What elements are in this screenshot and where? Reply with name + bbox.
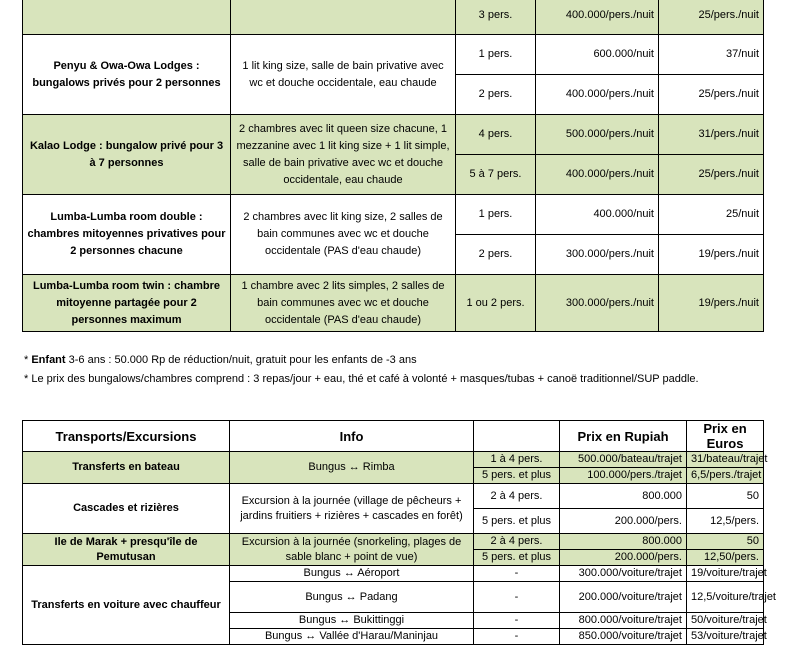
persons-cell: 2 à 4 pers. [474,484,560,509]
price-euro: 25/pers./nuit [659,0,764,35]
accommodation-info: 1 lit king size, salle de bain privative avec wc et douche occidentale, eau chaude [231,35,456,115]
price-euro: 50 [687,484,764,509]
price-rupiah: 400.000/pers./nuit [536,155,659,195]
table-row [23,275,764,332]
accommodation-info [231,0,456,35]
persons-cell: 3 pers. [456,0,536,35]
price-rupiah: 200.000/pers. [560,550,687,566]
persons-cell: 1 pers. [456,195,536,235]
price-rupiah: 850.000/voiture/trajet [560,629,687,645]
price-euro: 12,50/pers. [687,550,764,566]
header-persons [474,421,560,452]
accommodation-info: 2 chambres avec lit queen size chacune, 1 mezzanine avec 1 lit king size + 1 lit simple, salle de bain privative avec wc et douche occidentale, eau chaude [231,115,456,195]
price-rupiah: 100.000/pers./trajet [560,468,687,484]
persons-cell: - [474,613,560,629]
price-euro: 25/pers./nuit [659,75,764,115]
price-euro: 6,5/pers./trajet [687,468,764,484]
price-rupiah: 200.000/pers. [560,509,687,534]
table-row [23,35,764,75]
table-row [23,115,764,155]
persons-cell: 5 pers. et plus [474,468,560,484]
persons-cell: - [474,566,560,582]
price-rupiah: 500.000/pers./nuit [536,115,659,155]
persons-cell: 2 pers. [456,235,536,275]
price-euro: 53/voiture/trajet [687,629,764,645]
table-row [23,195,764,235]
table-row [23,534,764,550]
price-euro: 50 [687,534,764,550]
header-euros: Prix en Euros [687,421,764,452]
price-euro: 19/voiture/trajet [687,566,764,582]
accommodation-table [22,0,764,332]
transport-info: Bungus ↔ Aéroport [230,566,474,582]
accommodation-name: Kalao Lodge : bungalow privé pour 3 à 7 personnes [23,115,231,195]
price-euro: 31/pers./nuit [659,115,764,155]
price-rupiah: 800.000 [560,534,687,550]
price-rupiah: 300.000/voiture/trajet [560,566,687,582]
persons-cell: 5 pers. et plus [474,550,560,566]
persons-cell: 2 à 4 pers. [474,534,560,550]
table-row [23,452,764,468]
transports-table [22,420,776,645]
persons-cell: 4 pers. [456,115,536,155]
accommodation-info: 2 chambres avec lit king size, 2 salles de bain communes avec wc et douche occidentale (PAS d'eau chaude) [231,195,456,275]
header-rupiah: Prix en Rupiah [560,421,687,452]
price-euro: 19/pers./nuit [659,235,764,275]
transport-info: Excursion à la journée (village de pêcheurs + jardins fruitiers + rizières + cascades en forêt) [230,484,474,534]
price-rupiah: 500.000/bateau/trajet [560,452,687,468]
note-bungalow: * Le prix des bungalows/chambres comprend : 3 repas/jour + eau, thé et café à volonté + masques/tubas + canoë traditionnel/SUP paddle. [24,373,699,385]
persons-cell: 1 ou 2 pers. [456,275,536,332]
accommodation-info: 1 chambre avec 2 lits simples, 2 salles de bain communes avec wc et douche occidentale (PAS d'eau chaude) [231,275,456,332]
transport-info: Bungus ↔ Vallée d'Harau/Maninjau [230,629,474,645]
price-rupiah: 300.000/pers./nuit [536,235,659,275]
header-transports: Transports/Excursions [23,421,230,452]
price-euro: 19/pers./nuit [659,275,764,332]
price-euro: 37/nuit [659,35,764,75]
persons-cell: 1 à 4 pers. [474,452,560,468]
transport-info: Bungus ↔ Rimba [230,452,474,484]
price-rupiah: 800.000 [560,484,687,509]
persons-cell: 1 pers. [456,35,536,75]
table-row [23,566,764,582]
price-rupiah: 300.000/pers./nuit [536,275,659,332]
note-enfant-label: Enfant [31,354,66,366]
persons-cell: 5 pers. et plus [474,509,560,534]
note-enfant-text: 3-6 ans : 50.000 Rp de réduction/nuit, gratuit pour les enfants de -3 ans [65,354,417,366]
persons-cell: 2 pers. [456,75,536,115]
transport-info: Bungus ↔ Bukittinggi [230,613,474,629]
transport-info: Bungus ↔ Padang [230,582,474,613]
note-bungalow-text: Le prix des bungalows/chambres comprend : 3 repas/jour + eau, thé et café à volonté + masques/tubas + canoë traditionnel/SUP paddle. [31,373,699,385]
accommodation-name: Lumba-Lumba room double : chambres mitoyennes privatives pour 2 personnes chacune [23,195,231,275]
note-enfant: * Enfant 3-6 ans : 50.000 Rp de réduction/nuit, gratuit pour les enfants de -3 ans [24,354,417,366]
transport-name: Transferts en bateau [23,452,230,484]
price-euro: 12,5/voiture/trajet [687,582,764,613]
price-euro: 12,5/pers. [687,509,764,534]
price-rupiah: 400.000/pers./nuit [536,75,659,115]
accommodation-name: Penyu & Owa-Owa Lodges : bungalows privés pour 2 personnes [23,35,231,115]
persons-cell: - [474,629,560,645]
accommodation-name: Lumba-Lumba room twin : chambre mitoyenne partagée pour 2 personnes maximum [23,275,231,332]
persons-cell: - [474,582,560,613]
table-header-row [23,421,764,452]
transport-info: Excursion à la journée (snorkeling, plages de sable blanc + point de vue) [230,534,474,566]
price-euro: 31/bateau/trajet [687,452,764,468]
transport-name: Ile de Marak + presqu'île de Pemutusan [23,534,230,566]
price-rupiah: 600.000/nuit [536,35,659,75]
price-euro: 50/voiture/trajet [687,613,764,629]
transport-name: Transferts en voiture avec chauffeur [23,566,230,645]
price-rupiah: 200.000/voiture/trajet [560,582,687,613]
transport-name: Cascades et rizières [23,484,230,534]
persons-cell: 5 à 7 pers. [456,155,536,195]
header-info: Info [230,421,474,452]
price-rupiah: 400.000/nuit [536,195,659,235]
price-euro: 25/pers./nuit [659,155,764,195]
accommodation-name [23,0,231,35]
price-euro: 25/nuit [659,195,764,235]
price-rupiah: 800.000/voiture/trajet [560,613,687,629]
table-row [23,484,764,509]
price-rupiah: 400.000/pers./nuit [536,0,659,35]
